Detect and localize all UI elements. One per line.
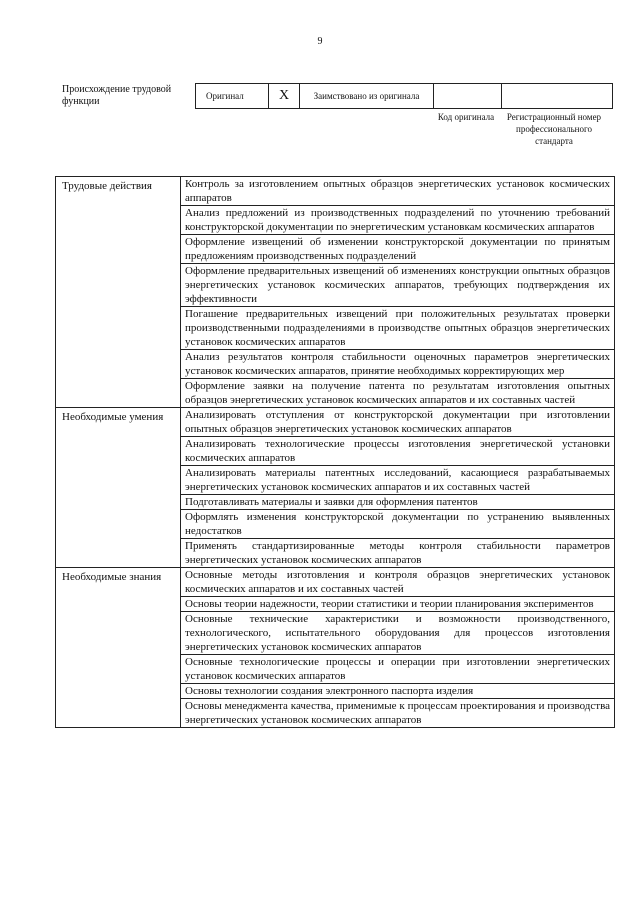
original-mark: X (269, 84, 300, 109)
required-skills-item: Применять стандартизированные методы контроля стабильности параметров энергетических установок космических аппаратов (181, 539, 615, 568)
required-skills-item: Оформлять изменения конструкторской документации по устранению выявленных недостатков (181, 510, 615, 539)
borrowed-cell: Заимствовано из оригинала (300, 84, 434, 109)
required-skills-item: Подготавливать материалы и заявки для оформления патентов (181, 495, 615, 510)
required-knowledge-item: Основы менеджмента качества, применимые к процессам проектирования и производства энергетических установок космических аппаратов (181, 699, 615, 728)
labor-actions-header: Трудовые действия (56, 177, 181, 408)
origin-label: Происхождение трудовой функции (62, 84, 172, 107)
labor-actions-item: Контроль за изготовлением опытных образцов энергетических установок космических аппаратов (181, 177, 615, 206)
labor-actions-item: Оформление извещений об изменении конструкторской документации по принятым предложениям производственных подразделений (181, 235, 615, 264)
code-caption: Код оригинала (437, 112, 495, 122)
required-skills-header: Необходимые умения (56, 408, 181, 568)
origin-table (195, 83, 613, 109)
original-cell: Оригинал (196, 84, 269, 109)
labor-actions-item: Погашение предварительных извещений при положительных результатах проверки производственными подразделениями в производстве опытных образцов энергетических установок космических аппаратов (181, 307, 615, 350)
required-knowledge-header: Необходимые знания (56, 568, 181, 728)
labor-actions-item: Оформление заявки на получение патента по результатам изготовления опытных образцов энергетических установок космических аппаратов и их составных частей (181, 379, 615, 408)
required-knowledge-item: Основы теории надежности, теории статистики и теории планирования экспериментов (181, 597, 615, 612)
table-row (56, 177, 615, 206)
required-skills-item: Анализировать технологические процессы изготовления энергетической установки космических аппаратов (181, 437, 615, 466)
table-row (56, 408, 615, 437)
page-number: 9 (317, 36, 323, 47)
required-knowledge-item: Основные технологические процессы и операции при изготовлении энергетических установок космических аппаратов (181, 655, 615, 684)
required-skills-item: Анализировать материалы патентных исследований, касающиеся разрабатываемых энергетических установок космических аппаратов и их составных частей (181, 466, 615, 495)
table-row (56, 568, 615, 597)
required-knowledge-item: Основные методы изготовления и контроля образцов энергетических установок космических аппаратов и их составных частей (181, 568, 615, 597)
function-table (55, 176, 615, 728)
reg-number-cell (502, 84, 613, 109)
required-knowledge-item: Основные технические характеристики и возможности производственного, технологического, испытательного оборудования для процессов изготовления энергетических установок космических аппаратов (181, 612, 615, 655)
required-skills-item: Анализировать отступления от конструкторской документации при изготовлении опытных образцов энергетических установок космических аппаратов (181, 408, 615, 437)
labor-actions-item: Оформление предварительных извещений об изменениях конструкции опытных образцов энергетических установок космических аппаратов, требующих подтверждения их эффективности (181, 264, 615, 307)
reg-caption: Регистрационный номер профессионального стандарта (506, 112, 602, 146)
labor-actions-item: Анализ результатов контроля стабильности оценочных параметров энергетических установок космических аппаратов, принятие необходимых корректирующих мер (181, 350, 615, 379)
labor-actions-item: Анализ предложений из производственных подразделений по уточнению требований конструкторской документации по энергетическим установкам космических аппаратов (181, 206, 615, 235)
code-cell (434, 84, 502, 109)
required-knowledge-item: Основы технологии создания электронного паспорта изделия (181, 684, 615, 699)
